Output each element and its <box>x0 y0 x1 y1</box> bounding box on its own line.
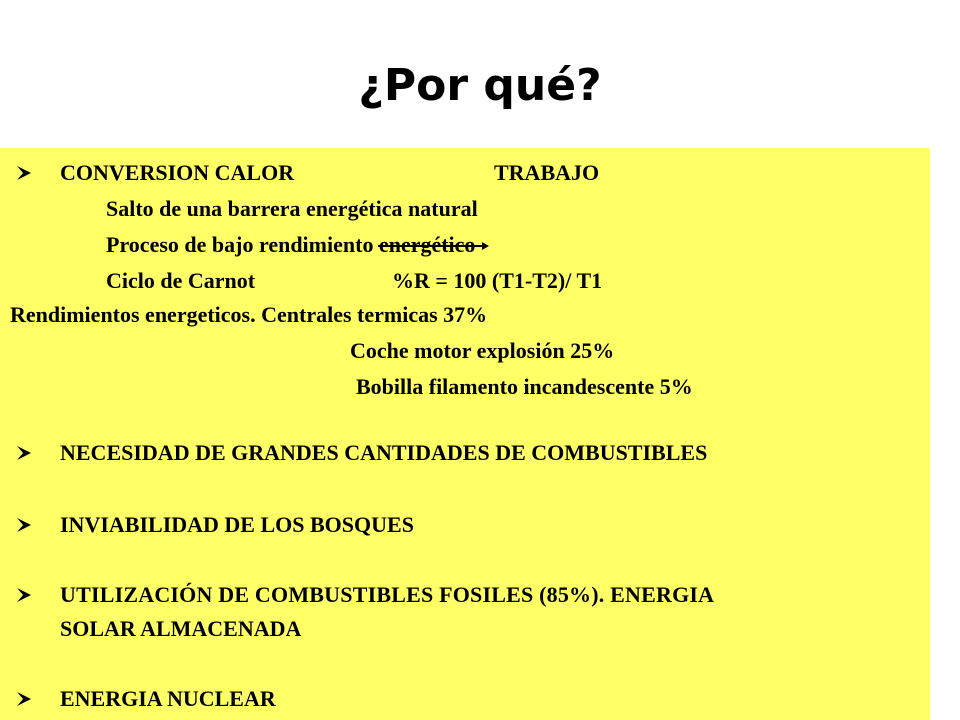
item-nuclear: ENERGIA NUCLEAR <box>60 686 276 711</box>
conversion-sub-carnot: Ciclo de Carnot <box>106 268 256 293</box>
item-conversion-right: TRABAJO <box>494 160 600 185</box>
conversion-sub-low-yield: Proceso de bajo rendimiento energético <box>106 232 476 257</box>
item-combustibles: NECESIDAD DE GRANDES CANTIDADES DE COMBUSTIBLES <box>60 440 708 465</box>
arrowhead-bullet-icon <box>14 440 38 466</box>
slide-title: ¿Por qué? <box>358 60 602 111</box>
arrowhead-bullet-icon <box>14 512 38 538</box>
conversion-arrow-icon <box>378 241 490 251</box>
efficiency-line-2: Coche motor explosión 25% <box>350 338 615 363</box>
efficiency-line-1: Rendimientos energeticos. Centrales termicas 37% <box>10 302 488 327</box>
item-fosiles-line-2: SOLAR ALMACENADA <box>60 616 302 641</box>
arrowhead-bullet-icon <box>14 686 38 712</box>
efficiency-line-3: Bobilla filamento incandescente 5% <box>356 374 693 399</box>
item-fosiles-line-1: UTILIZACIÓN DE COMBUSTIBLES FOSILES (85%). ENERGIA <box>60 582 715 607</box>
arrowhead-bullet-icon <box>14 582 38 608</box>
content-box <box>0 148 930 720</box>
conversion-sub-barrier: Salto de una barrera energética natural <box>106 196 478 221</box>
carnot-formula: %R = 100 (T1-T2)/ T1 <box>392 268 603 293</box>
item-conversion-left: CONVERSION CALOR <box>60 160 295 185</box>
arrowhead-bullet-icon <box>14 160 38 186</box>
item-bosques: INVIABILIDAD DE LOS BOSQUES <box>60 512 414 537</box>
